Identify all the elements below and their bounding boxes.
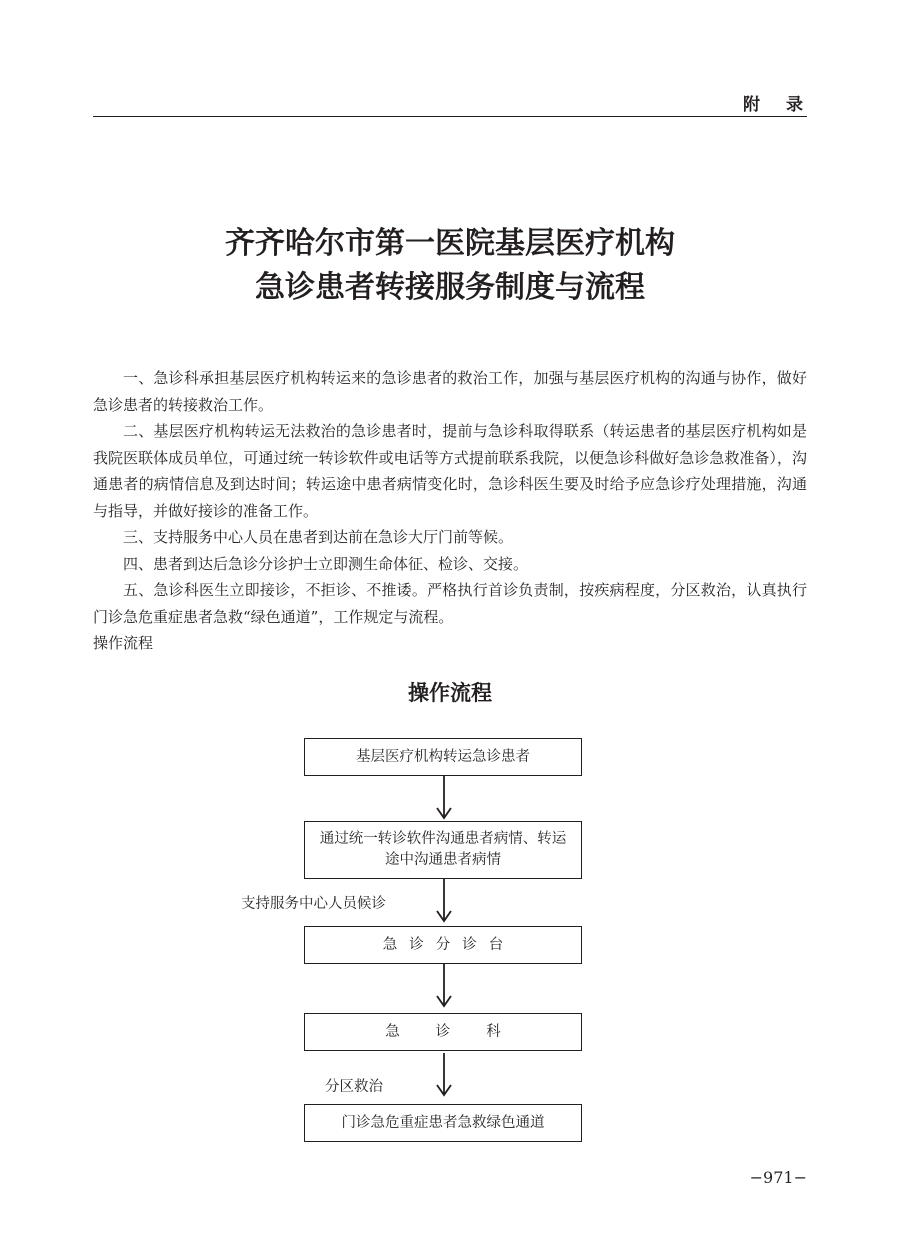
flow-step-5 bbox=[304, 1104, 582, 1142]
running-header bbox=[93, 88, 829, 117]
flow-step-2-label: 通过统一转诊软件沟通患者病情、转运途中沟通患者病情 bbox=[319, 831, 567, 868]
flow-arrow-3 bbox=[433, 964, 455, 1008]
paragraph-3: 三、支持服务中心人员在患者到达前在急诊大厅门前等候。 bbox=[123, 528, 514, 546]
document-title-line-2: 急诊患者转接服务制度与流程 bbox=[255, 270, 645, 305]
paragraph-1: 一、急诊科承担基层医疗机构转运来的急诊患者的救治工作，加强与基层医疗机构的沟通与协作，做好急诊患者的转接救治工作。 bbox=[93, 369, 807, 414]
page-number: −971− bbox=[749, 1168, 807, 1187]
flow-arrow-1 bbox=[433, 776, 455, 820]
flow-arrow-2 bbox=[433, 879, 455, 923]
flow-step-5-label: 门诊急危重症患者急救绿色通道 bbox=[341, 1114, 545, 1131]
paragraph-4: 四、患者到达后急诊分诊护士立即测生命体征、检诊、交接。 bbox=[123, 554, 529, 573]
document-title bbox=[93, 222, 807, 310]
flow-step-1-label: 基层医疗机构转运急诊患者 bbox=[356, 748, 530, 765]
document-title-line-1: 齐齐哈尔市第一医院基层医疗机构 bbox=[225, 226, 675, 261]
document-body bbox=[93, 365, 807, 657]
flow-step-3-label: 急诊分诊台 bbox=[382, 936, 516, 953]
flow-note-zoned-treatment: 分区救治 bbox=[325, 1079, 383, 1095]
flow-step-2 bbox=[304, 821, 582, 879]
flowchart-heading: 操作流程 bbox=[408, 681, 492, 705]
paragraph-2: 二、基层医疗机构转运无法救治的急诊患者时，提前与急诊科取得联系（转运患者的基层医疗机构如是我院医联体成员单位，可通过统一转诊软件或电话等方式提前联系我院，以便急诊科做好急诊急救准备），沟通患者的病情信息及到达时间；转运途中患者病情变化时，急诊科医生要及时给予应急诊疗处理措施，沟通与指导，并做好接诊的准备工作。 bbox=[93, 422, 807, 520]
flow-step-3 bbox=[304, 926, 582, 964]
flow-section-label: 操作流程 bbox=[93, 634, 154, 652]
flow-note-waiting: 支持服务中心人员候诊 bbox=[241, 896, 386, 912]
running-header-section: 附录 bbox=[743, 95, 829, 115]
flow-step-4 bbox=[304, 1013, 582, 1051]
flow-step-4-label: 急诊科 bbox=[385, 1023, 537, 1040]
paragraph-5: 五、急诊科医生立即接诊，不拒诊、不推诿。严格执行首诊负责制，按疾病程度，分区救治，认真执行门诊急危重症患者急救“绿色通道”，工作规定与流程。 bbox=[93, 581, 807, 626]
flow-step-1 bbox=[304, 738, 582, 776]
flow-arrow-4 bbox=[433, 1053, 455, 1097]
